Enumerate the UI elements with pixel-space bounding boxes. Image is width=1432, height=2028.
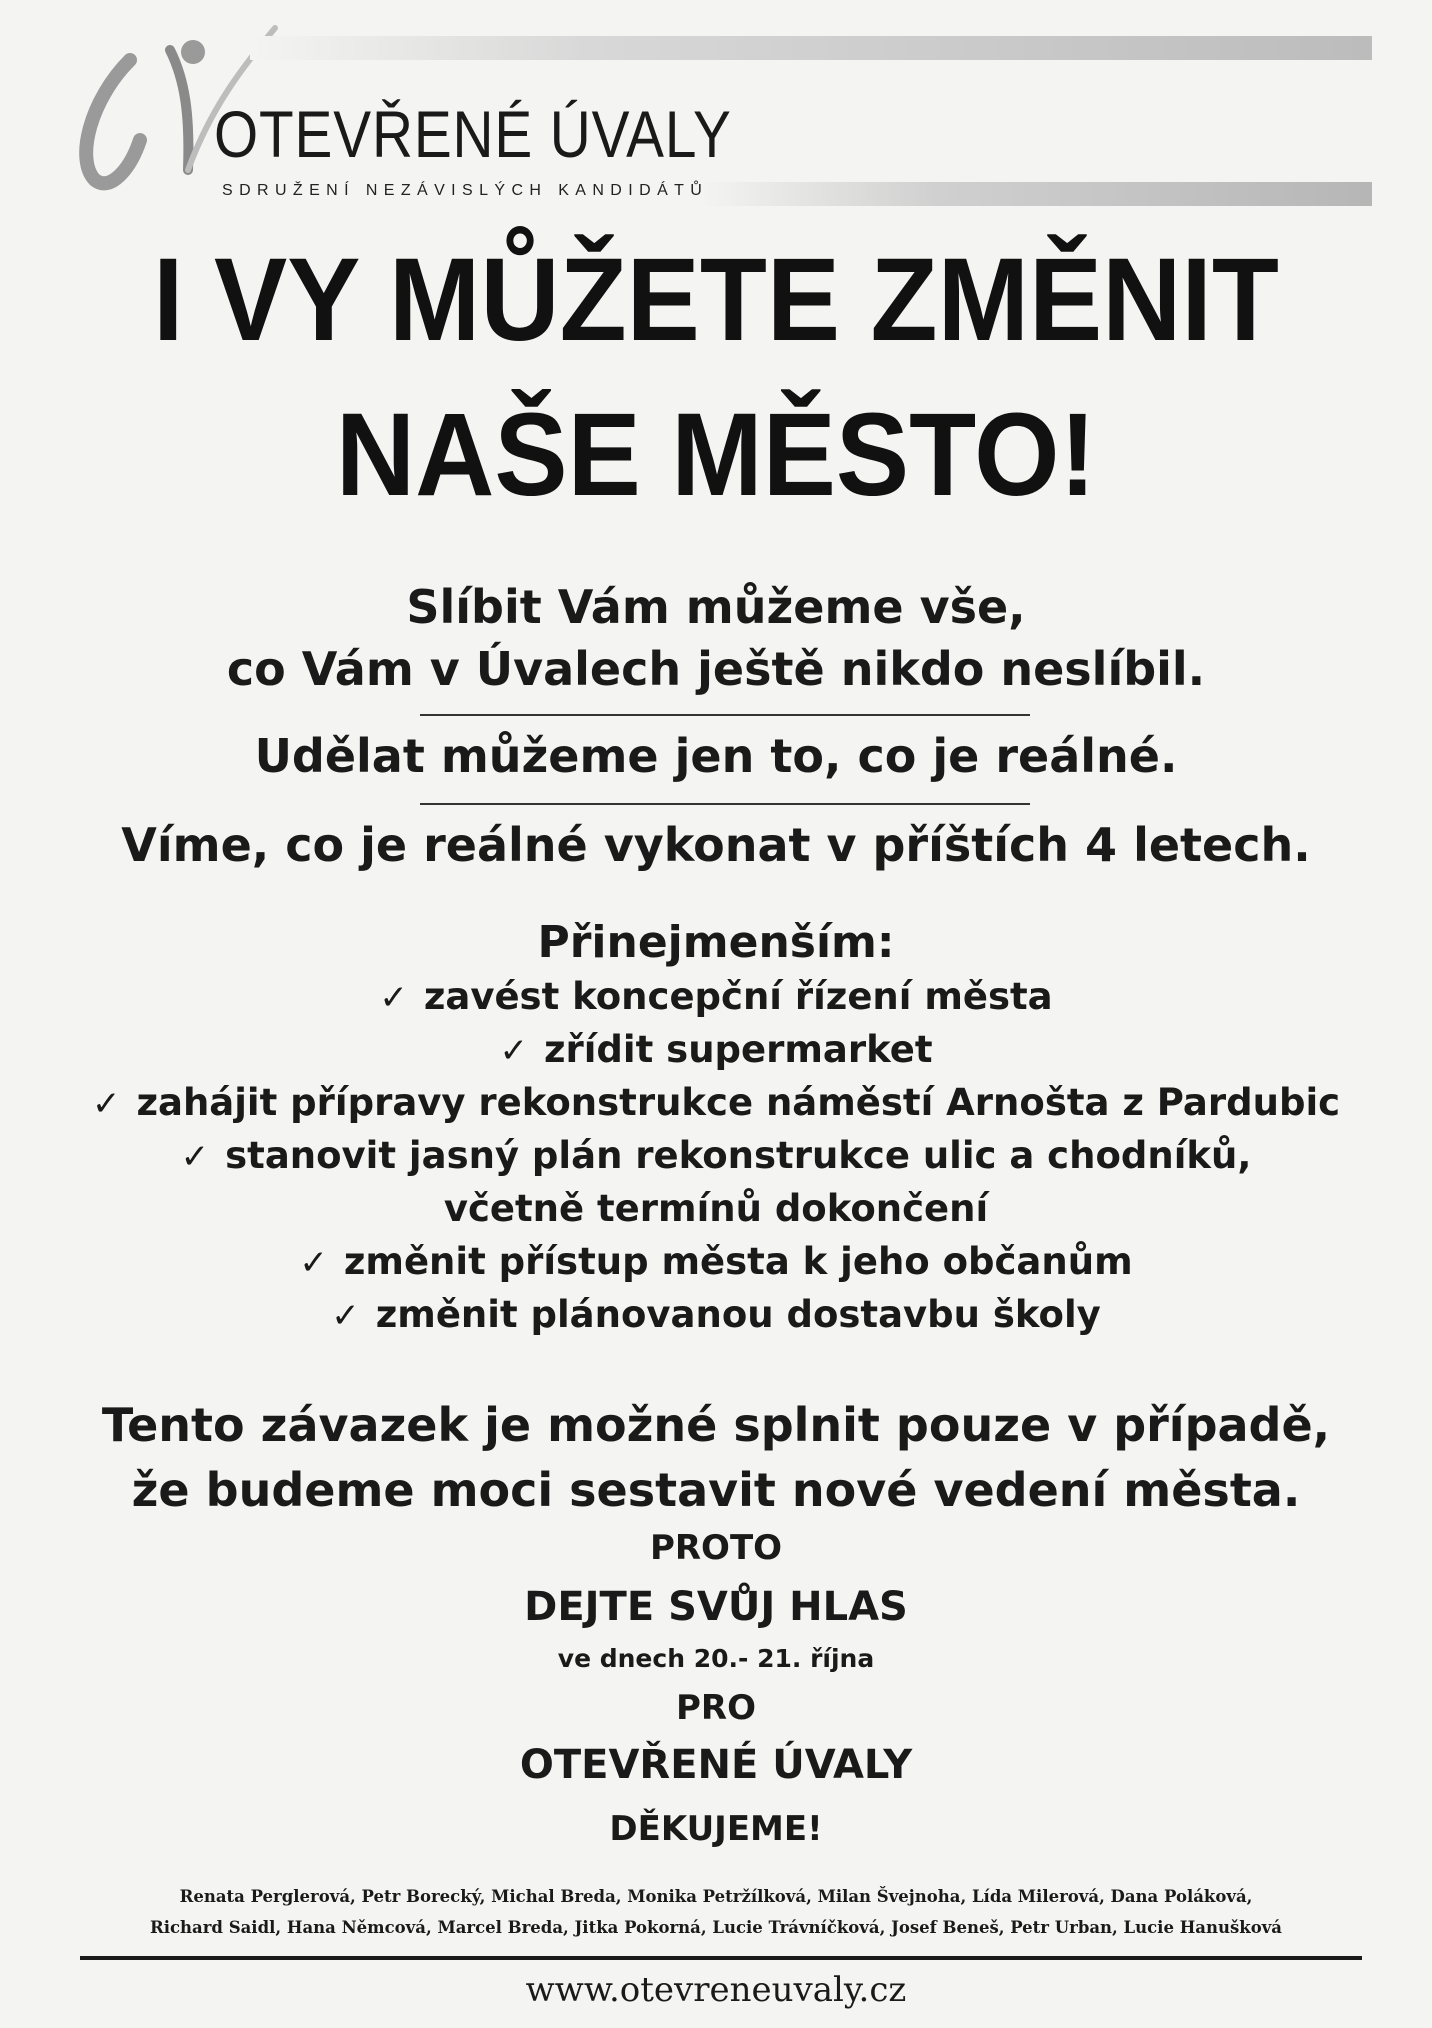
checkmark-icon: ✓ [499, 1031, 528, 1071]
checkmark-icon: ✓ [379, 978, 408, 1018]
org-subtitle: SDRUŽENÍ NEZÁVISLÝCH KANDIDÁTŮ [222, 182, 709, 199]
list-item-text: zřídit supermarket [543, 1028, 933, 1071]
headline-line-2: NAŠE MĚSTO! [335, 389, 1097, 521]
checkmark-icon: ✓ [331, 1296, 360, 1336]
call-party: OTEVŘENÉ ÚVALY [519, 1742, 913, 1788]
list-item-text: zahájit přípravy rekonstrukce náměstí Arnošta z Pardubic [136, 1081, 1341, 1124]
commitment-line-2: že budeme moci sestavit nové vedení města. [131, 1463, 1301, 1517]
commitment-line-1: Tento závazek je možné splnit pouze v případě, [101, 1398, 1331, 1452]
minimum-title: Přinejmenším: [537, 917, 895, 968]
call-proto: PROTO [649, 1528, 783, 1568]
checkmark-icon: ✓ [180, 1137, 210, 1177]
list-item-continuation: včetně termínů dokončení [443, 1187, 989, 1230]
list-item-text: změnit plánovanou dostavbu školy [375, 1293, 1101, 1336]
divider [420, 714, 1030, 716]
header-gradient-bar [700, 182, 1372, 206]
list-item [40, 970, 1392, 1025]
headline-line-1: I VY MŮŽETE ZMĚNIT [153, 234, 1279, 366]
checkmark-icon: ✓ [299, 1243, 328, 1283]
call-pro: PRO [675, 1688, 756, 1728]
list-item [40, 1129, 1392, 1184]
lead-line-3: Udělat můžeme jen to, co je reálné. [254, 729, 1178, 783]
candidates-line-2: Richard Saidl, Hana Němcová, Marcel Breda, Jitka Pokorná, Lucie Trávníčková, Josef Beneš, Petr Urban, Lucie Hanušková [150, 1918, 1282, 1937]
list-item [40, 1023, 1392, 1078]
list-item-text: zavést koncepční řízení města [423, 975, 1053, 1018]
lead-line-2: co Vám v Úvalech ještě nikdo neslíbil. [226, 642, 1206, 696]
footer-divider [80, 1956, 1362, 1960]
list-item-text: změnit přístup města k jeho občanům [343, 1240, 1133, 1283]
list-item [40, 1235, 1392, 1290]
call-thanks: DĚKUJEME! [609, 1809, 823, 1849]
lead-line-1: Slíbit Vám můžeme vše, [406, 580, 1026, 634]
candidates-line-1: Renata Perglerová, Petr Borecký, Michal Breda, Monika Petržílková, Milan Švejnoha, Lída Milerová, Dana Poláková, [179, 1887, 1253, 1906]
list-item [40, 1076, 1392, 1131]
list-item [40, 1288, 1392, 1343]
checkmark-icon: ✓ [91, 1084, 121, 1124]
lead-line-4: Víme, co je reálné vykonat v příštích 4 letech. [121, 818, 1311, 872]
call-vote: DEJTE SVŮJ HLAS [524, 1584, 908, 1630]
website-url: www.otevreneuvaly.cz [525, 1970, 907, 2010]
header-gradient-bar [250, 36, 1372, 60]
call-dates: ve dnech 20.- 21. října [557, 1644, 875, 1673]
org-name: OTEVŘENÉ ÚVALY [214, 97, 732, 171]
list-item-text: stanovit jasný plán rekonstrukce ulic a chodníků, [225, 1134, 1252, 1177]
divider [420, 803, 1030, 805]
